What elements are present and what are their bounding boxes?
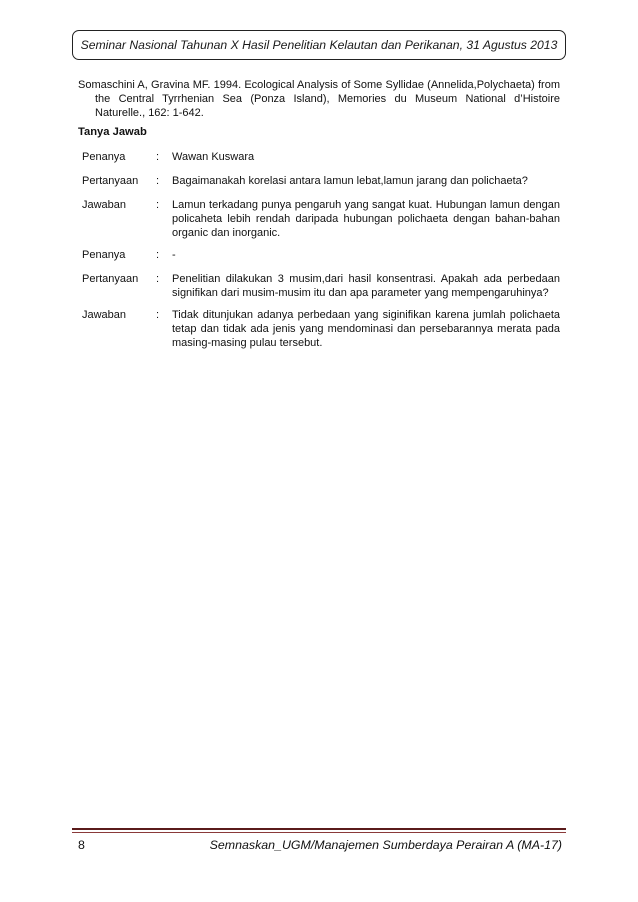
qa-label: Jawaban xyxy=(82,199,127,211)
qa-row-question-1 xyxy=(82,174,560,188)
qa-row-answer-2 xyxy=(82,308,560,350)
page-number: 8 xyxy=(78,838,85,852)
qa-colon: : xyxy=(156,175,160,187)
qa-label: Pertanyaan xyxy=(82,273,139,285)
qa-value: Bagaimanakah korelasi antara lamun lebat,lamun jarang dan polichaeta? xyxy=(172,175,528,187)
qa-value: Wawan Kuswara xyxy=(172,151,255,163)
qa-colon: : xyxy=(156,273,160,285)
qa-label: Penanya xyxy=(82,249,126,261)
footer-divider xyxy=(72,828,566,830)
running-header-title: Seminar Nasional Tahunan X Hasil Penelitian Kelautan dan Perikanan, 31 Agustus 2013 xyxy=(80,38,558,52)
qa-colon: : xyxy=(156,199,160,211)
qa-label: Pertanyaan xyxy=(82,175,139,187)
qa-colon: : xyxy=(156,309,160,321)
qa-value: Lamun terkadang punya pengaruh yang sangat kuat. Hubungan lamun dengan policaheta lebih rendah daripada hubungan polichaeta dengan bahan-bahan organic dan inorganic. xyxy=(172,199,560,239)
qa-row-asker-1 xyxy=(82,150,560,164)
qa-row-question-2 xyxy=(82,272,560,300)
reference-entry: Somaschini A, Gravina MF. 1994. Ecological Analysis of Some Syllidae (Annelida,Polychaeta) from the Central Tyrrhenian Sea (Ponza Island), Memories du Museum National d’Histoire Naturelle., 162: 1-642. xyxy=(78,79,560,119)
qa-value: - xyxy=(172,249,176,261)
running-footer: Semnaskan_UGM/Manajemen Sumberdaya Perairan A (MA-17) xyxy=(209,838,562,852)
qa-colon: : xyxy=(156,151,160,163)
qa-value: Penelitian dilakukan 3 musim,dari hasil konsentrasi. Apakah ada perbedaan signifikan dari musim-musim itu dan apa parameter yang mempengaruhinya? xyxy=(172,273,560,299)
qa-row-asker-2 xyxy=(82,248,560,262)
qa-label: Jawaban xyxy=(82,309,127,321)
qa-value: Tidak ditunjukan adanya perbedaan yang siginifikan karena jumlah polichaeta tetap dan tidak ada jenis yang mendominasi dan persebarannya merata pada masing-masing pulau tersebut. xyxy=(172,309,560,349)
qa-label: Penanya xyxy=(82,151,126,163)
qa-colon: : xyxy=(156,249,160,261)
footer-divider-thin xyxy=(72,832,566,833)
section-title: Tanya Jawab xyxy=(78,126,147,138)
running-header xyxy=(72,30,566,60)
qa-row-answer-1 xyxy=(82,198,560,240)
